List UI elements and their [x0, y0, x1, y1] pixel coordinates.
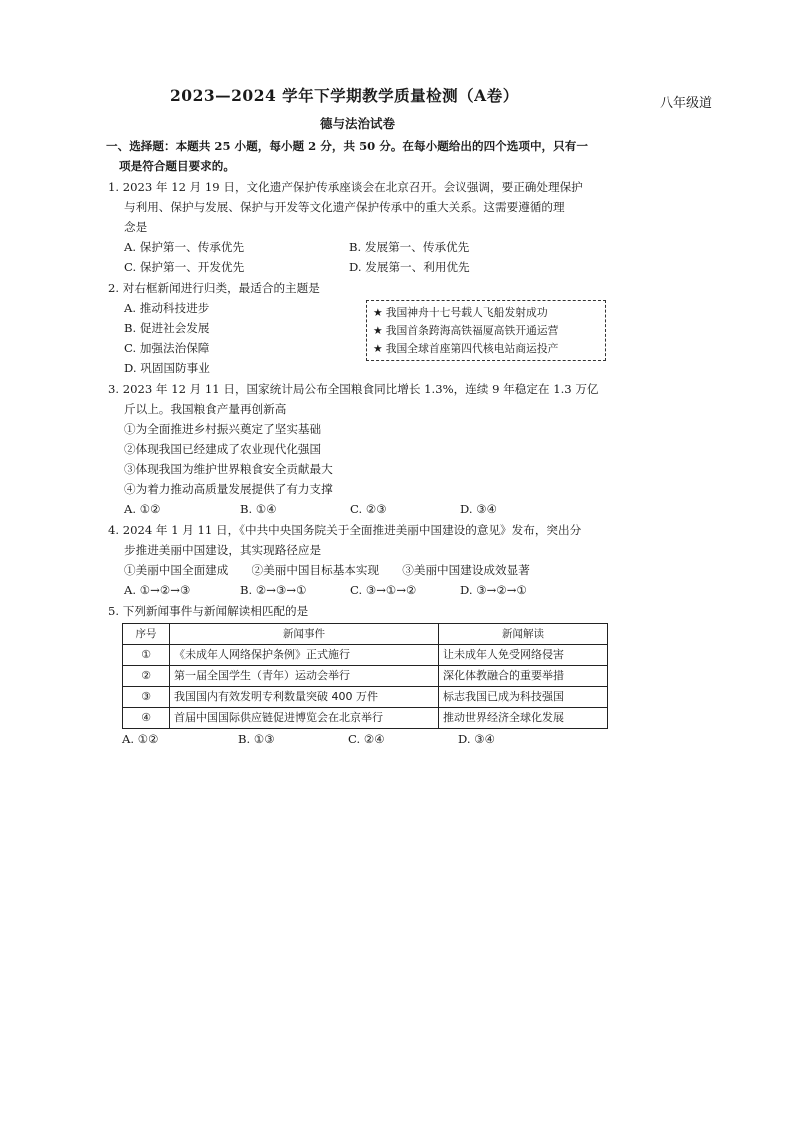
news-item: ★ 我国神舟十七号载人飞船发射成功 — [373, 306, 548, 319]
q1-option-b: B. 发展第一、传承优先 — [349, 240, 470, 254]
question-1 — [108, 177, 608, 277]
q5-option-b: B. ①③ — [238, 732, 275, 746]
q5-option-a: A. ①② — [122, 732, 159, 746]
q5-stem: 5. 下列新闻事件与新闻解读相匹配的是 — [108, 604, 309, 618]
q1-line-2: 与利用、保护与发展、保护与开发等文化遗产保护传承中的重大关系。这需要遵循的理 — [124, 200, 565, 214]
question-2 — [108, 278, 608, 378]
q1-option-d: D. 发展第一、利用优先 — [349, 260, 470, 274]
q5-option-c: C. ②④ — [348, 732, 385, 746]
q4-option-d: D. ③→②→① — [460, 583, 527, 597]
q3-item-1: ①为全面推进乡村振兴奠定了坚实基础 — [124, 422, 322, 436]
q2-stem: 2. 对右框新闻进行归类，最适合的主题是 — [108, 281, 320, 295]
q4-items: ①美丽中国全面建成 ②美丽中国目标基本实现 ③美丽中国建设成效显著 — [124, 563, 530, 577]
q3-option-c: C. ②③ — [350, 502, 387, 516]
table-header-row — [123, 624, 608, 645]
q4-line-1: 4. 2024 年 1 月 11 日，《中共中央国务院关于全面推进美丽中国建设的意见》发布，突出分 — [108, 523, 582, 537]
q1-options-row-2 — [108, 257, 608, 277]
star-icon: ★ — [373, 342, 383, 355]
q4-option-b: B. ②→③→① — [240, 583, 307, 597]
grade-label: 八年级道 — [660, 96, 713, 111]
q3-option-b: B. ①④ — [240, 502, 277, 516]
q4-options — [108, 580, 608, 600]
question-5 — [108, 601, 608, 749]
star-icon: ★ — [373, 324, 383, 337]
q4-line-2: 步推进美丽中国建设，其实现路径应是 — [124, 543, 322, 557]
section-line-2: 项是符合题目要求的。 — [119, 159, 235, 173]
q5-option-d: D. ③④ — [458, 732, 496, 746]
q1-line-3: 念是 — [124, 220, 148, 234]
q5-options — [108, 729, 608, 749]
page-title: 2023—2024 学年下学期教学质量检测（A卷） — [170, 86, 519, 105]
news-table — [122, 623, 608, 729]
section-heading — [108, 136, 608, 176]
q1-option-a: A. 保护第一、传承优先 — [124, 240, 245, 254]
table-header-interpretation: 新闻解读 — [439, 624, 608, 645]
q3-option-d: D. ③④ — [460, 502, 498, 516]
news-item: ★ 我国首条跨海高铁福厦高铁开通运营 — [373, 324, 559, 337]
q2-option-a: A. 推动科技进步 — [124, 301, 210, 315]
table-row: ① 《未成年人网络保护条例》正式施行 让未成年人免受网络侵害 — [123, 645, 608, 666]
star-icon: ★ — [373, 306, 383, 319]
table-row: ② 第一届全国学生（青年）运动会举行 深化体教融合的重要举措 — [123, 666, 608, 687]
q3-item-2: ②体现我国已经建成了农业现代化强国 — [124, 442, 322, 456]
table-header-index: 序号 — [123, 624, 170, 645]
q3-line-2: 斤以上。我国粮食产量再创新高 — [124, 402, 287, 416]
news-box — [366, 300, 606, 361]
q2-option-c: C. 加强法治保障 — [124, 341, 210, 355]
q3-line-1: 3. 2023 年 12 月 11 日，国家统计局公布全国粮食同比增长 1.3%，连续 9 年稳定在 1.3 万亿 — [108, 382, 599, 396]
q1-option-c: C. 保护第一、开发优先 — [124, 260, 245, 274]
q3-item-3: ③体现我国为维护世界粮食安全贡献最大 — [124, 462, 333, 476]
table-row: ④ 首届中国国际供应链促进博览会在北京举行 推动世界经济全球化发展 — [123, 708, 608, 729]
q3-options — [108, 499, 608, 519]
news-item: ★ 我国全球首座第四代核电站商运投产 — [373, 342, 559, 355]
table-header-event: 新闻事件 — [170, 624, 439, 645]
question-4 — [108, 520, 608, 600]
q1-line-1: 1. 2023 年 12 月 19 日，文化遗产保护传承座谈会在北京召开。会议强调，要正确处理保护 — [108, 180, 583, 194]
q4-option-a: A. ①→②→③ — [124, 583, 191, 597]
table-row: ③ 我国国内有效发明专利数量突破 400 万件 标志我国已成为科技强国 — [123, 687, 608, 708]
q2-option-d: D. 巩固国防事业 — [124, 361, 210, 375]
q2-option-b: B. 促进社会发展 — [124, 321, 210, 335]
question-3 — [108, 379, 608, 519]
question-content — [108, 136, 608, 749]
section-line-1: 一、选择题：本题共 25 小题，每小题 2 分，共 50 分。在每小题给出的四个选项中，只有一 — [106, 139, 588, 153]
q1-options-row-1 — [108, 237, 608, 257]
q3-option-a: A. ①② — [124, 502, 161, 516]
q3-item-4: ④为着力推动高质量发展提供了有力支撑 — [124, 482, 333, 496]
q4-option-c: C. ③→①→② — [350, 583, 417, 597]
page-subtitle: 德与法治试卷 — [320, 116, 396, 131]
